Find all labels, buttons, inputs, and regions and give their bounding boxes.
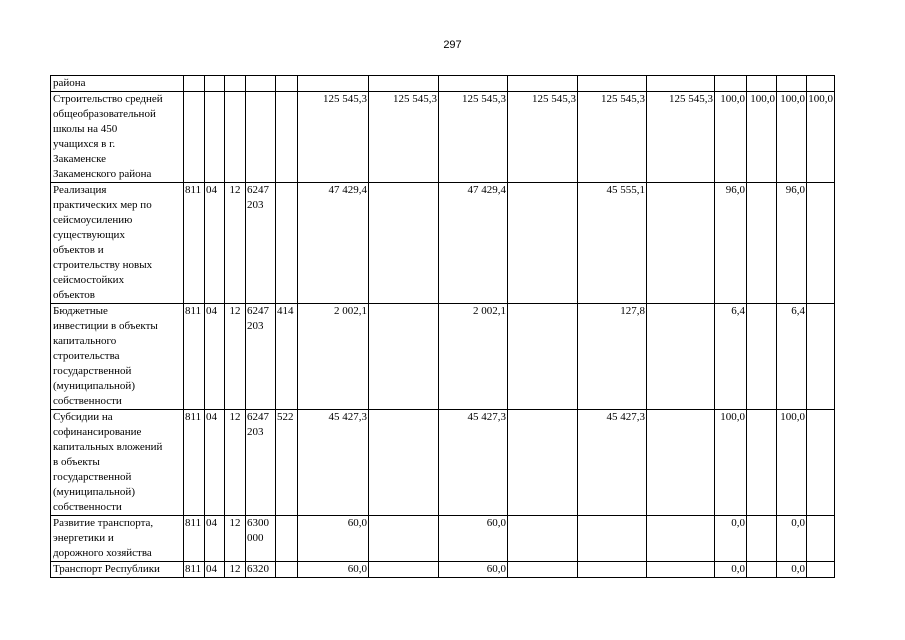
percent-cell: 6,4 <box>777 304 807 410</box>
table-row <box>51 304 835 410</box>
value-cell: 47 429,4 <box>439 183 508 304</box>
percent-cell: 0,0 <box>777 516 807 562</box>
percent-cell: 96,0 <box>715 183 747 304</box>
percent-cell: 100,0 <box>777 410 807 516</box>
percent-cell: 6,4 <box>715 304 747 410</box>
expense-code: 414 <box>276 304 298 410</box>
value-cell: 60,0 <box>298 516 369 562</box>
target-code: 6247 203 <box>246 304 276 410</box>
row-name: Транспорт Республики <box>51 562 184 578</box>
value-cell <box>369 562 439 578</box>
subsection-code <box>225 92 246 183</box>
value-cell <box>508 516 578 562</box>
table-row <box>51 410 835 516</box>
page-number: 297 <box>443 39 462 51</box>
percent-cell <box>747 76 777 92</box>
value-cell <box>578 562 647 578</box>
value-cell <box>647 562 715 578</box>
section-code: 04 <box>205 516 225 562</box>
subsection-code: 12 <box>225 516 246 562</box>
value-cell <box>369 516 439 562</box>
subsection-code: 12 <box>225 304 246 410</box>
percent-cell <box>715 76 747 92</box>
row-name: района <box>51 76 184 92</box>
percent-cell: 100,0 <box>747 92 777 183</box>
expense-code <box>276 76 298 92</box>
percent-cell: 96,0 <box>777 183 807 304</box>
admin-code: 811 <box>184 516 205 562</box>
percent-cell <box>747 562 777 578</box>
value-cell: 60,0 <box>298 562 369 578</box>
target-code: 6320 <box>246 562 276 578</box>
target-code: 6300 000 <box>246 516 276 562</box>
percent-cell <box>777 76 807 92</box>
value-cell <box>369 76 439 92</box>
percent-cell: 100,0 <box>715 410 747 516</box>
value-cell <box>508 183 578 304</box>
percent-cell <box>747 183 777 304</box>
value-cell <box>647 183 715 304</box>
subsection-code <box>225 76 246 92</box>
admin-code: 811 <box>184 304 205 410</box>
value-cell <box>647 304 715 410</box>
value-cell <box>298 76 369 92</box>
admin-code: 811 <box>184 410 205 516</box>
value-cell <box>578 76 647 92</box>
percent-cell <box>807 183 835 304</box>
value-cell <box>647 516 715 562</box>
value-cell <box>439 76 508 92</box>
target-code <box>246 92 276 183</box>
row-name: Бюджетные инвестиции в объекты капитального строительства государственной (муниципальной) собственности <box>51 304 184 410</box>
value-cell <box>369 410 439 516</box>
row-name: Строительство средней общеобразовательной школы на 450 учащихся в г. Закаменске Закаменского района <box>51 92 184 183</box>
subsection-code: 12 <box>225 183 246 304</box>
expense-code <box>276 562 298 578</box>
admin-code: 811 <box>184 183 205 304</box>
row-name: Субсидии на софинансирование капитальных вложений в объекты государственной (муниципальной) собственности <box>51 410 184 516</box>
section-code: 04 <box>205 183 225 304</box>
section-code: 04 <box>205 562 225 578</box>
admin-code: 811 <box>184 562 205 578</box>
target-code: 6247 203 <box>246 183 276 304</box>
percent-cell: 0,0 <box>715 516 747 562</box>
value-cell <box>508 304 578 410</box>
value-cell: 125 545,3 <box>369 92 439 183</box>
value-cell: 60,0 <box>439 562 508 578</box>
budget-table <box>50 75 835 578</box>
percent-cell <box>807 562 835 578</box>
value-cell: 2 002,1 <box>298 304 369 410</box>
table-row <box>51 76 835 92</box>
value-cell: 125 545,3 <box>508 92 578 183</box>
value-cell: 45 427,3 <box>439 410 508 516</box>
percent-cell <box>747 516 777 562</box>
value-cell: 125 545,3 <box>578 92 647 183</box>
value-cell: 45 427,3 <box>298 410 369 516</box>
expense-code: 522 <box>276 410 298 516</box>
value-cell <box>578 516 647 562</box>
value-cell <box>369 304 439 410</box>
value-cell: 125 545,3 <box>298 92 369 183</box>
section-code: 04 <box>205 410 225 516</box>
expense-code <box>276 183 298 304</box>
percent-cell <box>807 304 835 410</box>
value-cell <box>647 410 715 516</box>
admin-code <box>184 76 205 92</box>
target-code <box>246 76 276 92</box>
expense-code <box>276 516 298 562</box>
value-cell: 125 545,3 <box>647 92 715 183</box>
value-cell <box>369 183 439 304</box>
value-cell <box>508 76 578 92</box>
percent-cell: 100,0 <box>777 92 807 183</box>
value-cell <box>508 562 578 578</box>
subsection-code: 12 <box>225 562 246 578</box>
target-code: 6247 203 <box>246 410 276 516</box>
percent-cell: 0,0 <box>777 562 807 578</box>
percent-cell <box>807 516 835 562</box>
percent-cell: 0,0 <box>715 562 747 578</box>
value-cell: 45 427,3 <box>578 410 647 516</box>
percent-cell <box>807 76 835 92</box>
value-cell: 47 429,4 <box>298 183 369 304</box>
value-cell: 60,0 <box>439 516 508 562</box>
table-row <box>51 92 835 183</box>
value-cell: 2 002,1 <box>439 304 508 410</box>
value-cell <box>647 76 715 92</box>
section-code: 04 <box>205 304 225 410</box>
table-row <box>51 562 835 578</box>
row-name: Развитие транспорта, энергетики и дорожного хозяйства <box>51 516 184 562</box>
percent-cell <box>807 410 835 516</box>
section-code <box>205 92 225 183</box>
table-row <box>51 183 835 304</box>
value-cell: 45 555,1 <box>578 183 647 304</box>
percent-cell <box>747 410 777 516</box>
percent-cell <box>747 304 777 410</box>
table-row <box>51 516 835 562</box>
percent-cell: 100,0 <box>715 92 747 183</box>
expense-code <box>276 92 298 183</box>
percent-cell: 100,0 <box>807 92 835 183</box>
value-cell: 125 545,3 <box>439 92 508 183</box>
section-code <box>205 76 225 92</box>
subsection-code: 12 <box>225 410 246 516</box>
value-cell <box>508 410 578 516</box>
value-cell: 127,8 <box>578 304 647 410</box>
admin-code <box>184 92 205 183</box>
row-name: Реализация практических мер по сейсмоусилению существующих объектов и строительству новых сейсмостойких объектов <box>51 183 184 304</box>
